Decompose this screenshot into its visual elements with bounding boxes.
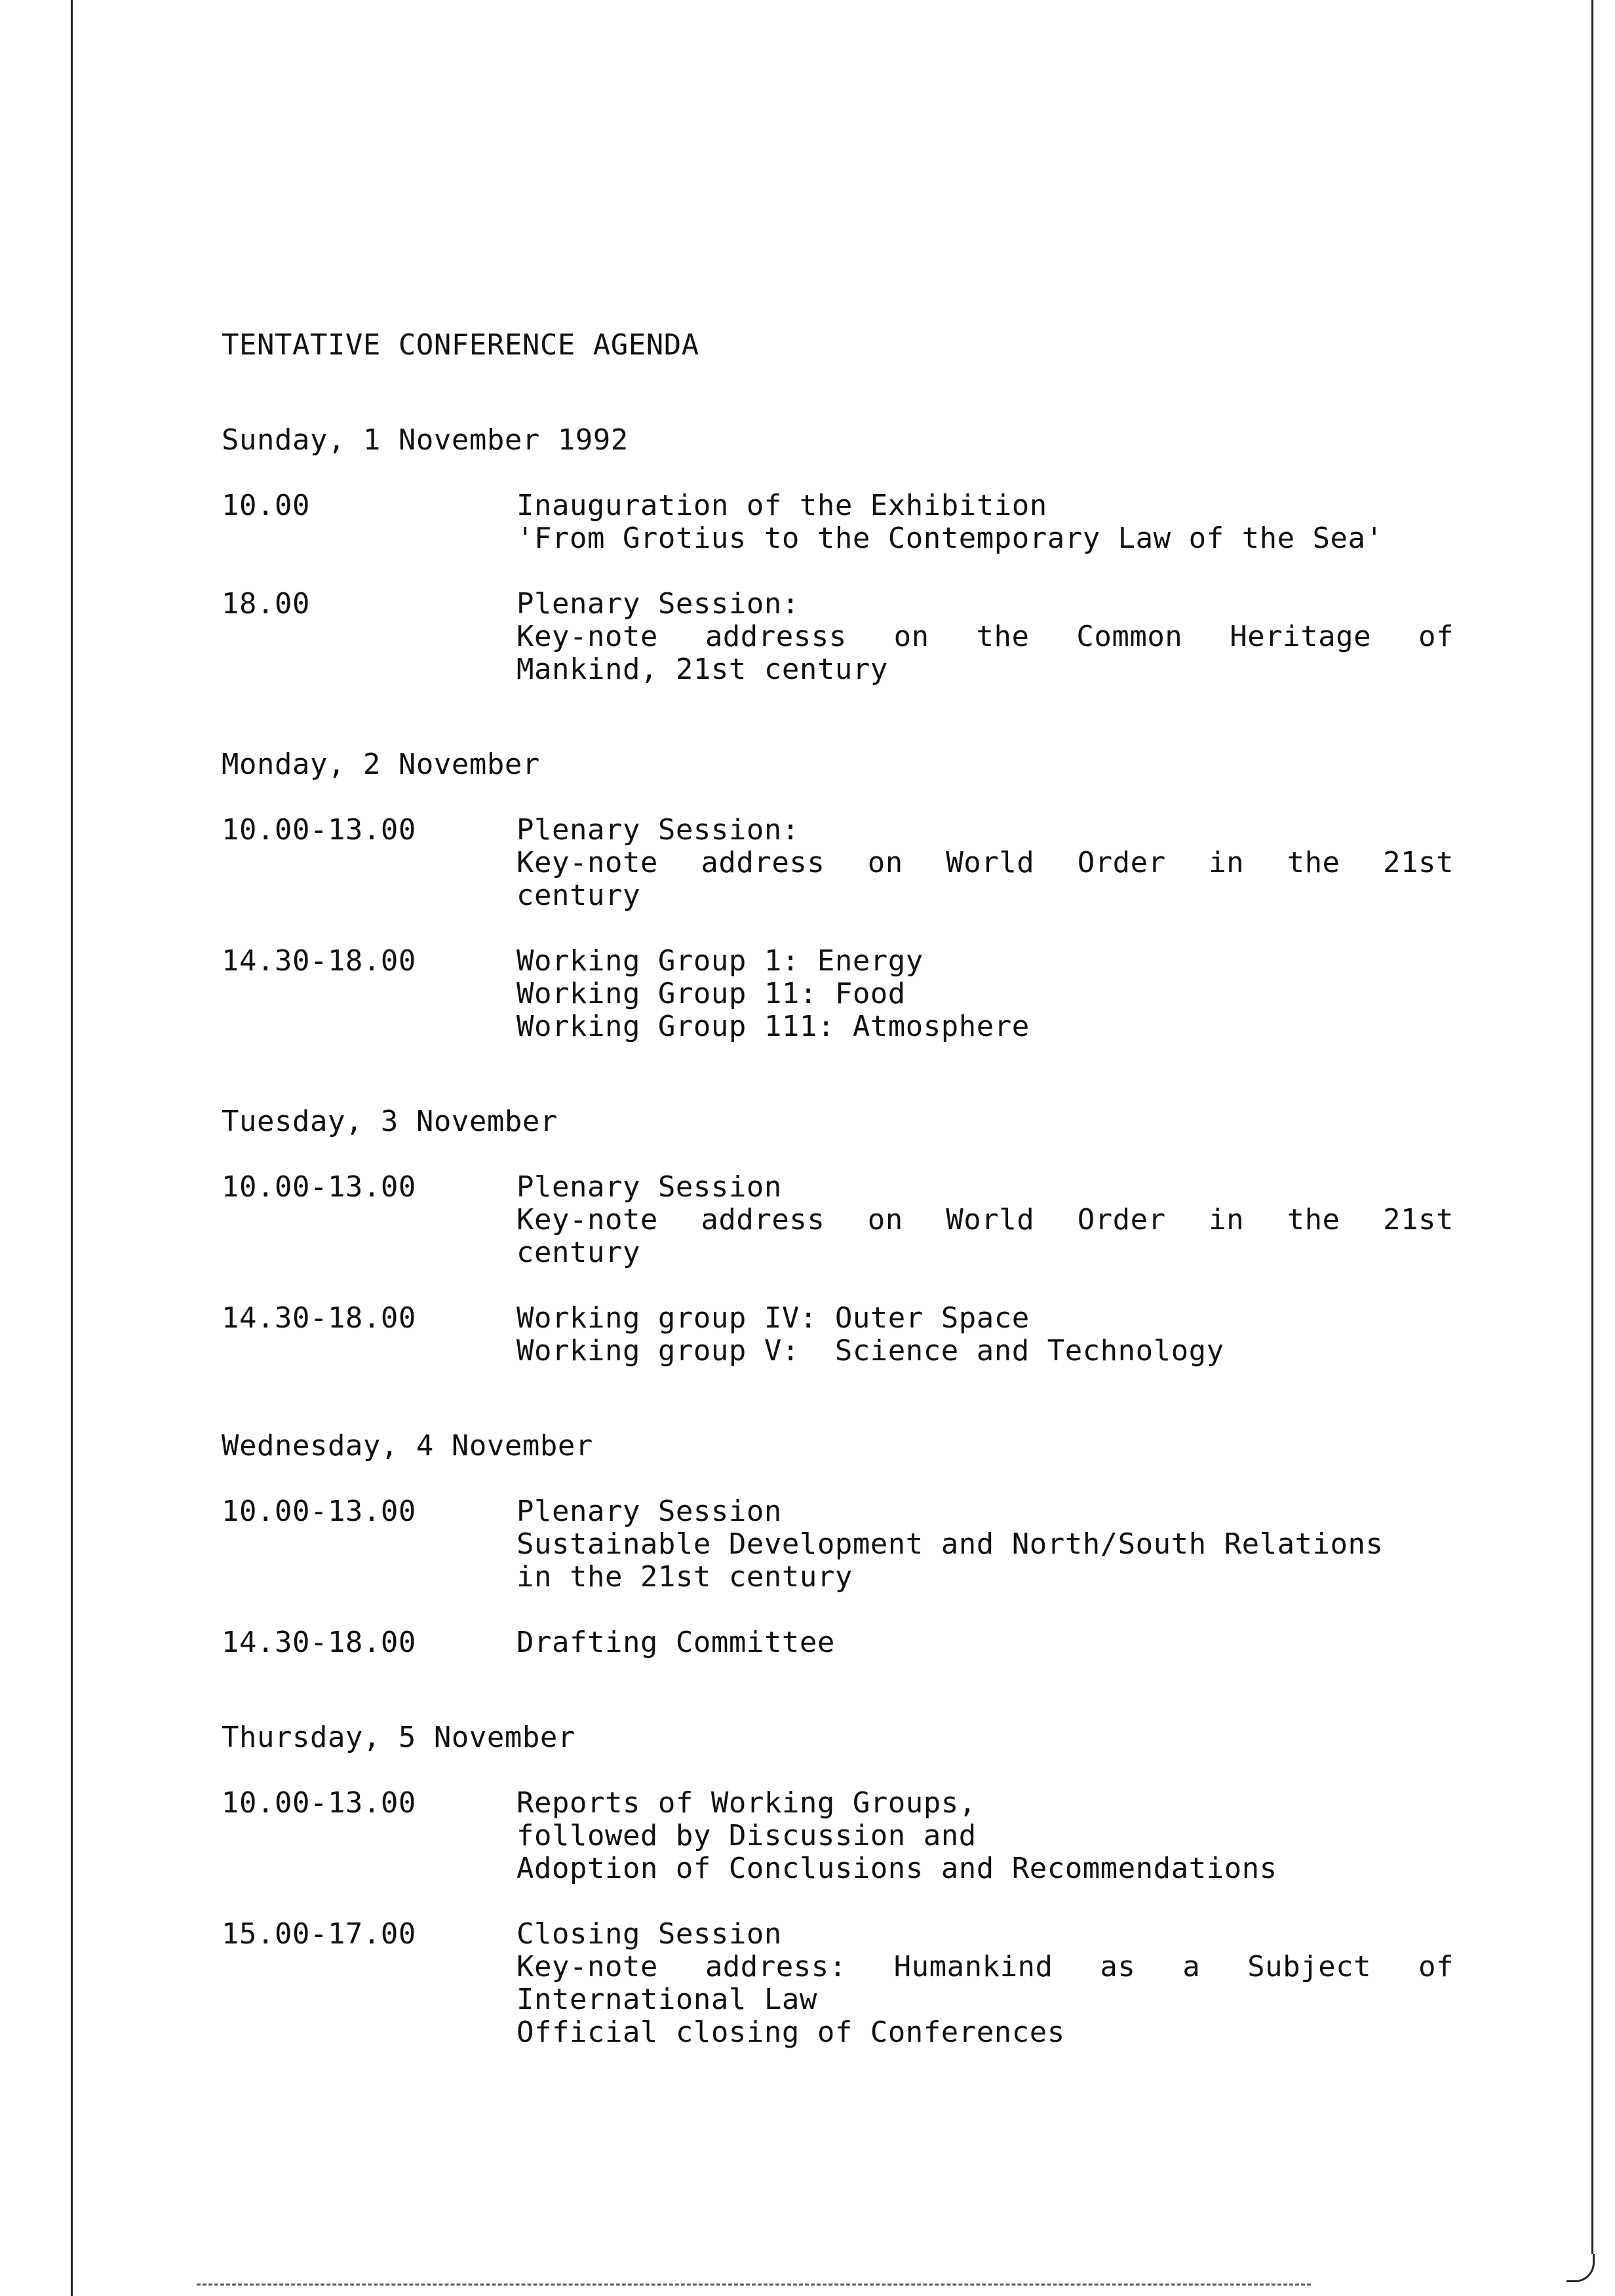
session-line: Plenary Session: [516,813,800,847]
agenda-day-tuesday [222,1105,1454,1368]
session-time: 10.00-13.00 [222,1786,416,1820]
day-heading: Thursday, 5 November [222,1721,575,1754]
session-time: 10.00-13.00 [222,813,416,847]
session-line: Adoption of Conclusions and Recommendations [516,1852,1277,1885]
day-heading: Sunday, 1 November 1992 [222,423,629,457]
session-line: in the 21st century [516,1560,853,1594]
day-heading: Wednesday, 4 November [222,1429,593,1463]
page-border-right [1591,0,1593,2254]
session-time: 14.30-18.00 [222,1301,416,1335]
session-time: 10.00-13.00 [222,1495,416,1528]
session-description [516,945,1454,1043]
session-time: 15.00-17.00 [222,1917,416,1951]
session-line: Working Group 1: Energy [516,944,924,978]
session-line: century [516,1236,640,1269]
session-time: 14.30-18.00 [222,1626,416,1659]
agenda-session [222,945,1454,1043]
session-line: Inauguration of the Exhibition [516,489,1047,522]
agenda-session [222,489,1454,555]
session-line: Plenary Session [516,1495,782,1528]
session-description [516,1171,1454,1269]
agenda-day-monday [222,748,1454,1043]
session-time: 18.00 [222,587,310,621]
session-line: century [516,879,640,912]
session-line: Closing Session [516,1917,782,1951]
session-line: Key-note addresss on the Common Heritage of [516,620,1454,653]
agenda-document [222,329,1454,2111]
session-time: 10.00-13.00 [222,1170,416,1204]
scan-artifact-marks [197,2284,1311,2288]
session-line: 'From Grotius to the Contemporary Law of the Sea' [516,522,1384,555]
session-description [516,1787,1454,1885]
session-description [516,1626,1454,1659]
session-line: Key-note address on World Order in the 21st [516,846,1454,879]
session-description [516,1495,1454,1594]
agenda-session [222,814,1454,912]
session-line: Key-note address: Humankind as a Subject of [516,1950,1454,1983]
agenda-session [222,1626,1454,1659]
session-line: Working Group 11: Food [516,977,906,1010]
session-time: 10.00 [222,489,310,522]
session-description [516,588,1454,686]
session-line: Mankind, 21st century [516,653,888,686]
session-line: Drafting Committee [516,1626,835,1659]
agenda-session [222,1302,1454,1368]
day-heading: Monday, 2 November [222,748,540,781]
session-description [516,489,1454,555]
session-line: Official closing of Conferences [516,2016,1065,2049]
session-description [516,1918,1454,2049]
agenda-session [222,1171,1454,1269]
session-line: Plenary Session: [516,587,800,621]
page-corner [1566,2254,1595,2282]
agenda-day-wednesday [222,1430,1454,1659]
session-time: 14.30-18.00 [222,944,416,978]
session-line: Sustainable Development and North/South Relations [516,1527,1384,1561]
document-title: TENTATIVE CONFERENCE AGENDA [222,328,699,362]
session-line: Reports of Working Groups, [516,1786,977,1820]
session-line: Working group V: Science and Technology [516,1334,1224,1368]
agenda-day-thursday [222,1721,1454,2049]
agenda-session [222,1918,1454,2049]
agenda-day-sunday [222,424,1454,686]
session-line: followed by Discussion and [516,1819,977,1852]
session-line: Key-note address on World Order in the 21st [516,1203,1454,1236]
session-description [516,814,1454,912]
agenda-session [222,1495,1454,1594]
day-heading: Tuesday, 3 November [222,1105,558,1138]
agenda-session [222,1787,1454,1885]
session-line: Plenary Session [516,1170,782,1204]
session-line: Working group IV: Outer Space [516,1301,1030,1335]
session-line: International Law [516,1983,817,2016]
session-description [516,1302,1454,1368]
session-line: Working Group 111: Atmosphere [516,1010,1030,1043]
agenda-session [222,588,1454,686]
page-border-left [71,0,73,2296]
